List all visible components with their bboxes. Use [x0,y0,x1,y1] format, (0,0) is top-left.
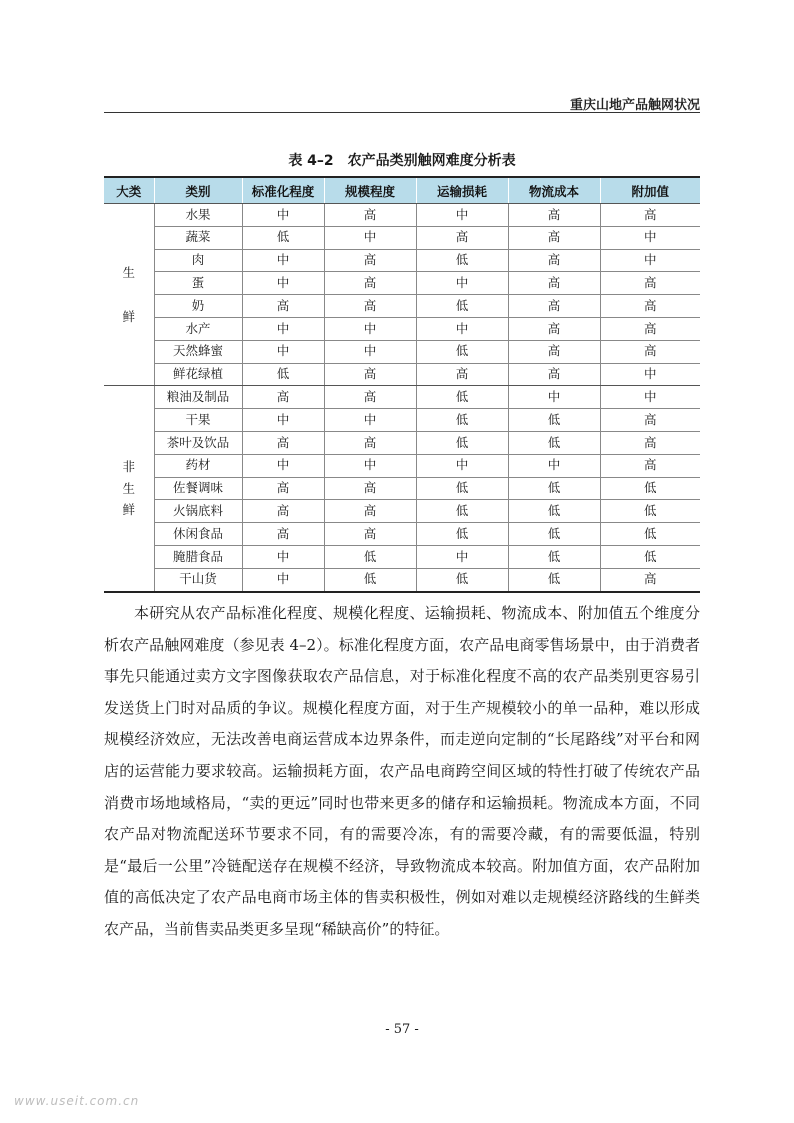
column-header: 类别 [154,177,242,204]
column-header: 规模程度 [324,177,416,204]
column-header: 大类 [104,177,154,204]
rating-cell: 低 [508,409,600,432]
rating-cell: 低 [600,545,700,568]
rating-cell: 高 [508,363,600,386]
rating-cell: 低 [416,409,508,432]
rating-cell: 高 [600,568,700,591]
category-cell: 蔬菜 [154,226,242,249]
rating-cell: 低 [600,500,700,523]
rating-cell: 中 [600,386,700,409]
body-paragraph: 本研究从农产品标准化程度、规模化程度、运输损耗、物流成本、附加值五个维度分析农产品触网难度（参见表 4–2）。标准化程度方面，农产品电商零售场景中，由于消费者事先只能通过卖方文字图像获取农产品信息，对于标准化程度不高的农产品类别更容易引发送货上门时对品质的争议。规模化程度方面，对于生产规模较小的单一品种，难以形成规模经济效应，无法改善电商运营成本边界条件，而走逆向定制的“长尾路线”对平台和网店的运营能力要求较高。运输损耗方面，农产品电商跨空间区域的特性打破了传统农产品消费市场地域格局，“卖的更远”同时也带来更多的储存和运输损耗。物流成本方面，不同农产品对物流配送环节要求不同，有的需要冷冻，有的需要冷藏，有的需要低温，特别是“最后一公里”冷链配送存在规模不经济，导致物流成本较高。附加值方面，农产品附加值的高低决定了农产品电商市场主体的售卖积极性，例如对难以走规模经济路线的生鲜类农产品，当前售卖品类更多呈现“稀缺高价”的特征。 [104,604,700,938]
group-label-cell: 生 鲜 [104,204,154,386]
category-cell: 休闲食品 [154,523,242,546]
rating-cell: 高 [324,386,416,409]
rating-cell: 高 [508,226,600,249]
category-cell: 干果 [154,409,242,432]
rating-cell: 低 [508,431,600,454]
rating-cell: 高 [324,500,416,523]
rating-cell: 高 [508,295,600,318]
rating-cell: 低 [416,500,508,523]
rating-cell: 中 [242,204,324,227]
rating-cell: 中 [242,568,324,591]
rating-cell: 低 [416,249,508,272]
rating-cell: 低 [600,523,700,546]
rating-cell: 中 [324,226,416,249]
rating-cell: 中 [416,272,508,295]
rating-cell: 低 [508,545,600,568]
table-caption-title: 农产品类别触网难度分析表 [347,153,516,169]
table-row [104,226,700,249]
table-row [104,386,700,409]
page-number: - 57 - [385,1022,419,1037]
category-cell: 粮油及制品 [154,386,242,409]
header-rule [104,112,700,113]
rating-cell: 中 [242,317,324,340]
rating-cell: 高 [242,523,324,546]
rating-cell: 中 [324,317,416,340]
rating-cell: 高 [324,431,416,454]
table-header-row [104,177,700,204]
rating-cell: 中 [600,363,700,386]
rating-cell: 高 [242,500,324,523]
rating-cell: 高 [242,386,324,409]
rating-cell: 高 [508,272,600,295]
table-row [104,295,700,318]
category-cell: 蛋 [154,272,242,295]
rating-cell: 中 [416,454,508,477]
rating-cell: 高 [600,431,700,454]
rating-cell: 高 [508,249,600,272]
rating-cell: 低 [324,568,416,591]
table-caption [104,150,700,170]
rating-cell: 高 [600,340,700,363]
rating-cell: 低 [416,340,508,363]
table-row [104,363,700,386]
table-row [104,204,700,227]
rating-cell: 低 [508,523,600,546]
table-row [104,249,700,272]
difficulty-analysis-table [104,176,700,593]
watermark-text: www.useit.com.cn [14,1094,140,1108]
rating-cell: 中 [242,409,324,432]
rating-cell: 高 [324,295,416,318]
category-cell: 水产 [154,317,242,340]
rating-cell: 低 [416,568,508,591]
category-cell: 腌腊食品 [154,545,242,568]
category-cell: 天然蜂蜜 [154,340,242,363]
category-cell: 茶叶及饮品 [154,431,242,454]
column-header: 标准化程度 [242,177,324,204]
rating-cell: 中 [324,409,416,432]
rating-cell: 高 [600,454,700,477]
rating-cell: 高 [508,204,600,227]
rating-cell: 中 [242,249,324,272]
rating-cell: 低 [324,545,416,568]
rating-cell: 高 [508,317,600,340]
rating-cell: 低 [508,477,600,500]
rating-cell: 低 [416,431,508,454]
rating-cell: 低 [242,226,324,249]
rating-cell: 中 [416,317,508,340]
rating-cell: 高 [324,523,416,546]
category-cell: 干山货 [154,568,242,591]
rating-cell: 低 [416,523,508,546]
rating-cell: 中 [416,204,508,227]
rating-cell: 低 [416,295,508,318]
table-row [104,317,700,340]
rating-cell: 中 [242,272,324,295]
rating-cell: 高 [508,340,600,363]
table-caption-number: 表 4–2 [288,153,334,169]
rating-cell: 高 [600,295,700,318]
table-body [104,204,700,592]
rating-cell: 高 [242,477,324,500]
rating-cell: 中 [508,454,600,477]
rating-cell: 中 [324,454,416,477]
category-cell: 水果 [154,204,242,227]
rating-cell: 高 [600,409,700,432]
rating-cell: 中 [242,545,324,568]
rating-cell: 高 [600,272,700,295]
rating-cell: 高 [324,477,416,500]
category-cell: 火锅底料 [154,500,242,523]
rating-cell: 中 [600,226,700,249]
rating-cell: 高 [242,295,324,318]
rating-cell: 低 [242,363,324,386]
column-header: 运输损耗 [416,177,508,204]
category-cell: 鲜花绿植 [154,363,242,386]
table-row [104,545,700,568]
table-row [104,340,700,363]
rating-cell: 高 [324,204,416,227]
column-header: 附加值 [600,177,700,204]
rating-cell: 低 [508,568,600,591]
running-header-title: 重庆山地产品触网状况 [569,98,700,113]
group-label-cell: 非 生 鲜 [104,386,154,592]
rating-cell: 低 [416,386,508,409]
category-cell: 佐餐调味 [154,477,242,500]
category-cell: 奶 [154,295,242,318]
table-row [104,477,700,500]
table-row [104,409,700,432]
rating-cell: 中 [416,545,508,568]
rating-cell: 中 [508,386,600,409]
rating-cell: 中 [600,249,700,272]
table-row [104,454,700,477]
category-cell: 肉 [154,249,242,272]
rating-cell: 低 [508,500,600,523]
rating-cell: 高 [324,272,416,295]
table-row [104,523,700,546]
rating-cell: 高 [416,363,508,386]
rating-cell: 高 [600,317,700,340]
rating-cell: 中 [242,340,324,363]
rating-cell: 高 [600,204,700,227]
table-row [104,500,700,523]
table-row [104,272,700,295]
rating-cell: 高 [242,431,324,454]
table-row [104,568,700,591]
rating-cell: 高 [324,249,416,272]
rating-cell: 中 [242,454,324,477]
rating-cell: 低 [600,477,700,500]
rating-cell: 中 [324,340,416,363]
rating-cell: 高 [324,363,416,386]
table-row [104,431,700,454]
category-cell: 药材 [154,454,242,477]
rating-cell: 低 [416,477,508,500]
column-header: 物流成本 [508,177,600,204]
rating-cell: 高 [416,226,508,249]
